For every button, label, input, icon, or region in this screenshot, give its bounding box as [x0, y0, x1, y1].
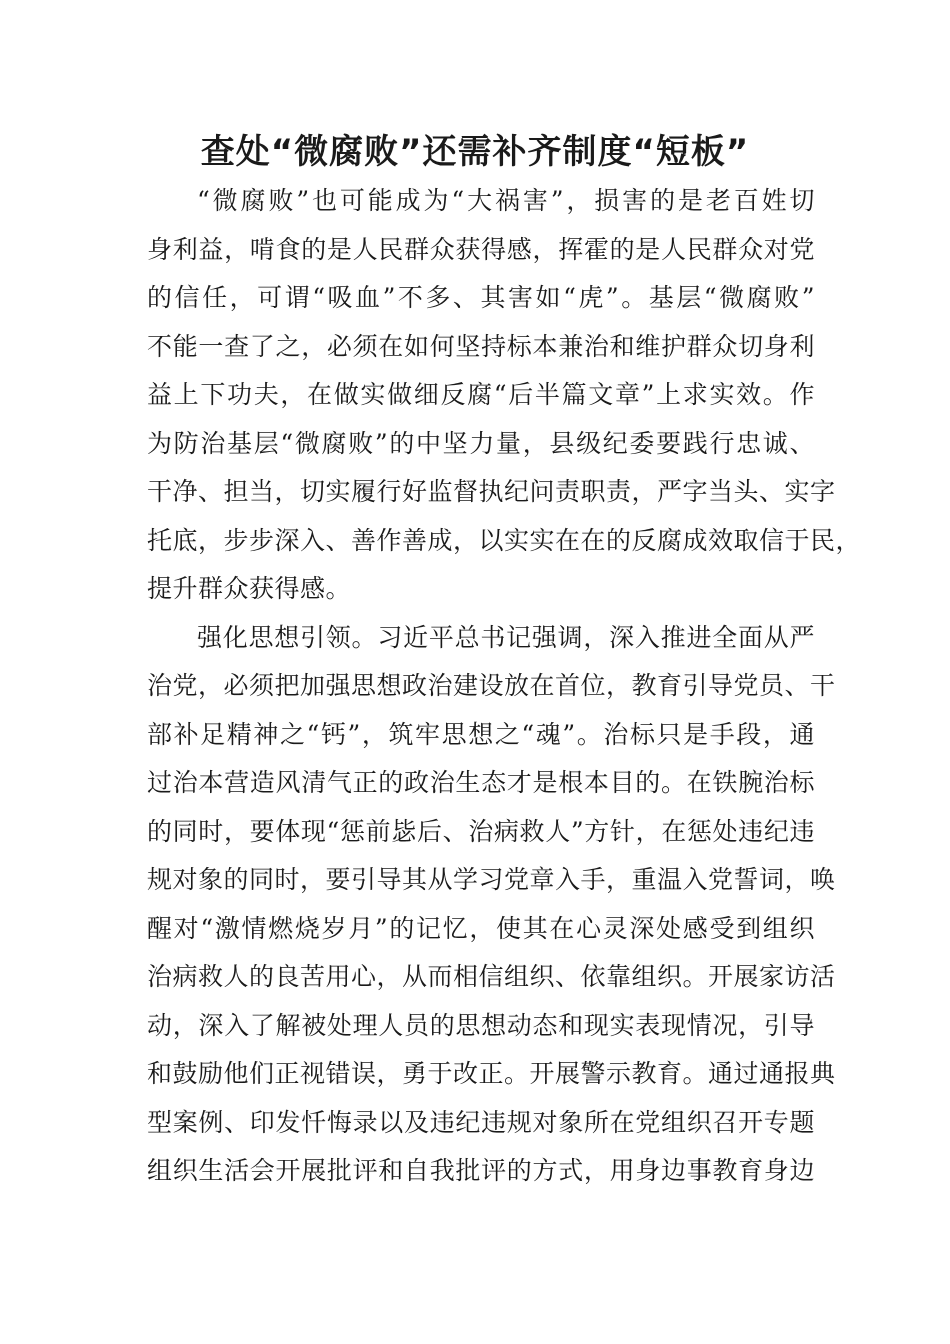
text-line: 不能一查了之，必须在如何坚持标本兼治和维护群众切身利 [147, 331, 815, 361]
text-line: “微腐败”也可能成为“大祸害”，损害的是老百姓切 [197, 186, 815, 215]
text-line: 组织生活会开展批评和自我批评的方式，用身边事教育身边 [147, 1156, 815, 1185]
text-line: 治党，必须把加强思想政治建设放在首位，教育引导党员、干 [147, 671, 836, 700]
paragraph-2 [147, 614, 836, 1196]
text-line: 托底，步步深入、善作善成，以实实在在的反腐成效取信于民， [147, 525, 862, 555]
document-body [147, 177, 862, 1196]
text-line: 身利益，啃食的是人民群众获得感，挥霍的是人民群众对党 [147, 234, 815, 264]
text-line: 和鼓励他们正视错误，勇于改正。开展警示教育。通过通报典 [147, 1059, 836, 1088]
text-line: 强化思想引领。习近平总书记强调，深入推进全面从严 [197, 622, 815, 652]
text-line: 型案例、印发忏悔录以及违纪违规对象所在党组织召开专题 [147, 1107, 815, 1137]
text-line: 干净、担当，切实履行好监督执纪问责职责，严字当头、实字 [147, 477, 836, 506]
text-line: 醒对“激情燃烧岁月”的记忆，使其在心灵深处感受到组织 [147, 913, 815, 943]
text-line: 的同时，要体现“惩前毖后、治病救人”方针，在惩处违纪违 [147, 816, 815, 846]
text-line: 治病救人的良苦用心，从而相信组织、依靠组织。开展家访活 [147, 962, 836, 991]
paragraph-1 [147, 177, 862, 614]
text-line: 益上下功夫，在做实做细反腐“后半篇文章”上求实效。作 [147, 380, 815, 409]
text-line: 动，深入了解被处理人员的思想动态和现实表现情况，引导 [147, 1010, 815, 1040]
text-line: 为防治基层“微腐败”的中坚力量，县级纪委要践行忠诚、 [147, 428, 815, 458]
text-line: 过治本营造风清气正的政治生态才是根本目的。在铁腕治标 [147, 768, 815, 797]
document-title: 查处“微腐败”还需补齐制度“短板” [200, 132, 750, 172]
text-line: 规对象的同时，要引导其从学习党章入手，重温入党誓词，唤 [147, 865, 836, 894]
text-line: 部补足精神之“钙”，筑牢思想之“魂”。治标只是手段，通 [147, 719, 815, 749]
text-line: 的信任，可谓“吸血”不多、其害如“虎”。基层“微腐败” [147, 283, 815, 312]
text-line: 提升群众获得感。 [147, 574, 352, 603]
